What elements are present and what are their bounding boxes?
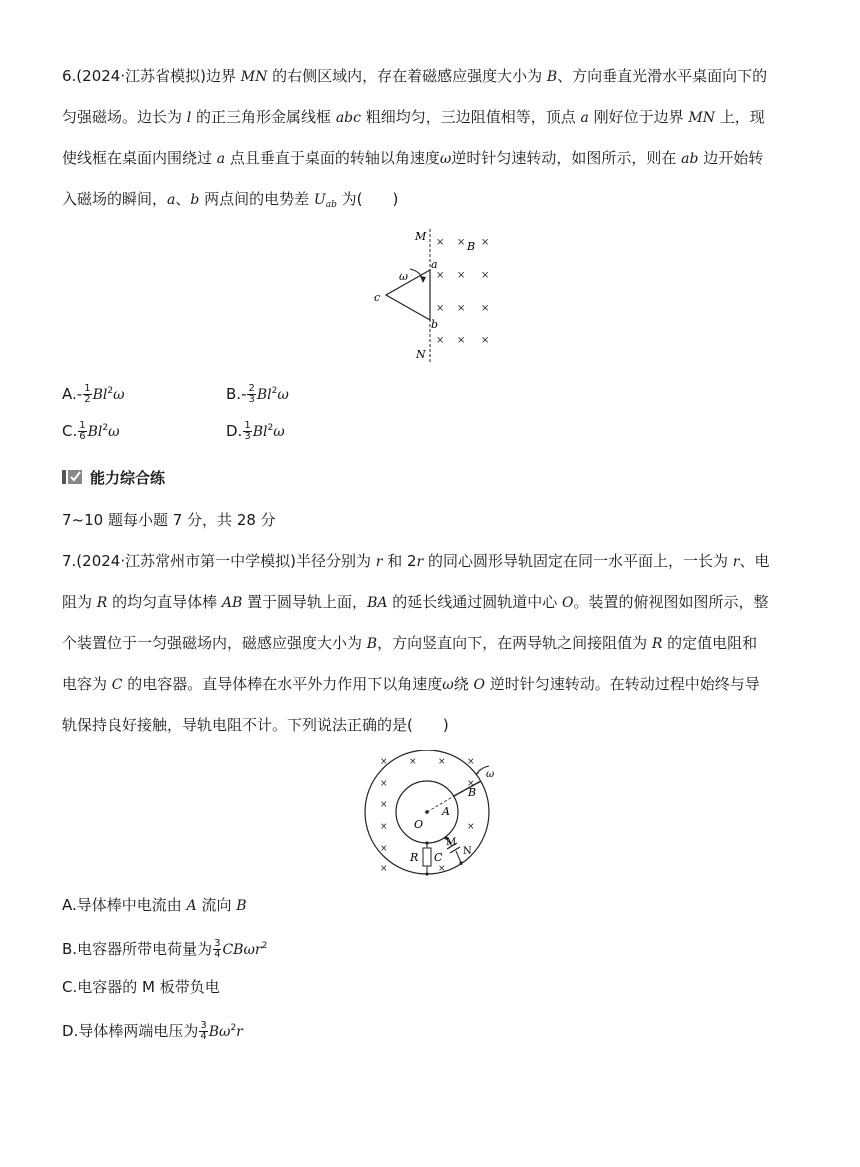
junction-cap-bottom — [459, 861, 462, 864]
section-title: 能力综合练 — [90, 468, 166, 487]
q6-option-b[interactable]: B.- $\frac{2}{3}$ Bl$^2$ω — [226, 383, 289, 405]
cross: × — [380, 800, 388, 810]
cross: × — [380, 779, 388, 789]
resistor-r — [423, 848, 431, 866]
scoring-note: 7~10 题每小题 7 分，共 28 分 — [62, 511, 276, 529]
junction-top — [425, 841, 428, 844]
q7-option-b[interactable]: B.电容器所带电荷量为 $\frac{3}{4}$ CBωr$^2$ — [62, 938, 268, 960]
checklist-icon — [62, 468, 84, 486]
cross: × — [380, 757, 388, 767]
label-C: C — [434, 851, 443, 864]
cross: × — [436, 270, 445, 281]
q7-option-d[interactable]: D.导体棒两端电压为 $\frac{3}{4}$ $B\omega^2r$ — [62, 1020, 243, 1042]
fraction: $\frac{2}{3}$ — [248, 383, 255, 405]
fraction: $\frac{1}{3}$ — [244, 420, 251, 442]
q7-figure — [0, 750, 860, 880]
label-b: b — [431, 318, 439, 331]
label-omega: ω — [486, 769, 495, 780]
q6-option-a[interactable]: A.- $\frac{1}{2}$ Bl$^2$ω — [62, 383, 125, 405]
cross: × — [380, 844, 388, 854]
section-header — [62, 467, 165, 487]
q6-line-1: 6.(2024·江苏省模拟)边界 MN 的右侧区域内，存在着磁感应强度大小为 B、方向垂直光滑水平桌面向下的 — [62, 67, 768, 85]
cross: × — [467, 779, 475, 789]
cross: × — [409, 757, 417, 767]
fraction: $\frac{1}{2}$ — [84, 383, 91, 405]
cross: × — [481, 335, 490, 346]
cross: × — [457, 270, 466, 281]
cross: × — [436, 237, 445, 248]
cross: × — [380, 822, 388, 832]
cross: × — [380, 864, 388, 874]
cross: × — [457, 303, 466, 314]
cross: × — [481, 237, 490, 248]
label-O: O — [414, 818, 424, 831]
cross: × — [457, 237, 466, 248]
label-R: R — [410, 851, 419, 864]
label-M: M — [415, 230, 427, 243]
cross: × — [481, 270, 490, 281]
rotation-arrowhead — [475, 768, 481, 775]
q7-line-1: 7.(2024·江苏常州市第一中学模拟)半径分别为 r 和 2r 的同心圆形导轨固定在同一水平面上，一长为 r、电 — [62, 552, 770, 570]
fraction: $\frac{3}{4}$ — [214, 938, 221, 960]
label-A: A — [442, 805, 450, 818]
magnetic-field-crosses — [436, 237, 489, 346]
q7-line-4: 电容为 C 的电容器。直导体棒在水平外力作用下以角速度ω绕 O 逆时针匀速转动。在转动过程中始终与导 — [62, 675, 760, 693]
label-omega: ω — [399, 270, 408, 283]
q7-line-2: 阻为 R 的均匀直导体棒 AB 置于圆导轨上面，BA 的延长线通过圆轨道中心 O。装置的俯视图如图所示，整 — [62, 593, 769, 611]
cross: × — [436, 335, 445, 346]
q7-line-3: 个装置位于一匀强磁场内，磁感应强度大小为 B，方向竖直向下，在两导轨之间接阻值为 R 的定值电阻和 — [62, 634, 758, 652]
cross: × — [436, 303, 445, 314]
q6-option-d[interactable]: D. $\frac{1}{3}$ Bl$^2$ω — [226, 420, 285, 442]
rotation-arrowhead — [420, 276, 426, 283]
label-a: a — [431, 258, 438, 271]
cross: × — [438, 864, 446, 874]
cross: × — [467, 757, 475, 767]
fraction: $\frac{3}{4}$ — [200, 1020, 207, 1042]
q6-figure — [0, 225, 860, 365]
q6-line-2: 匀强磁场。边长为 l 的正三角形金属线框 abc 粗细均匀，三边阻值相等，顶点 a 刚好位于边界 MN 上，现 — [62, 108, 765, 126]
fraction: $\frac{1}{6}$ — [79, 420, 86, 442]
label-B: B — [467, 240, 476, 253]
cross: × — [467, 822, 475, 832]
label-c: c — [374, 291, 381, 304]
q6-option-c[interactable]: C. $\frac{1}{6}$ Bl$^2$ω — [62, 420, 120, 442]
q6-line-4: 入磁场的瞬间，a、b 两点间的电势差 $U_{ab}$ 为( ) — [62, 190, 399, 210]
label-N: N — [463, 846, 472, 857]
cross: × — [481, 303, 490, 314]
label-N: N — [416, 348, 426, 361]
q7-option-a[interactable]: A.导体棒中电流由 A 流向 B — [62, 896, 247, 914]
q6-line-3: 使线框在桌面内围绕过 a 点且垂直于桌面的转轴以角速度ω逆时针匀速转动，如图所示，则在 ab 边开始转 — [62, 149, 764, 167]
cross: × — [438, 757, 446, 767]
label-B: B — [468, 786, 477, 799]
q7-line-5: 轨保持良好接触，导轨电阻不计。下列说法正确的是( ) — [62, 716, 449, 734]
q7-option-c[interactable]: C.电容器的 M 板带负电 — [62, 978, 220, 996]
cross: × — [457, 335, 466, 346]
label-M: M — [446, 837, 457, 848]
junction-bottom — [425, 872, 428, 875]
